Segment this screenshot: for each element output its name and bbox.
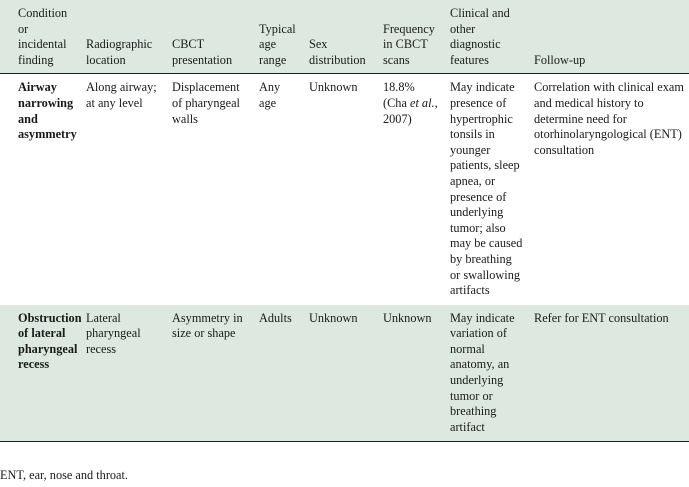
cell-condition: Obstruction of lateral pharyngeal recess xyxy=(0,305,81,442)
cell-location: Along airway; at any level xyxy=(86,80,157,110)
frequency-text-end: , 2007) xyxy=(383,95,438,126)
cell-frequency: Unknown xyxy=(378,305,445,442)
cell-sex: Unknown xyxy=(309,80,358,95)
cell-features: May indicate presence of hypertrophic tonsils in younger patients, sleep apnea, or presence of underlying tumor; also may be caused by breathing or swallowing artifacts xyxy=(450,80,523,298)
frequency-text: 18.8% (Cha xyxy=(383,80,415,110)
header-followup: Follow-up xyxy=(529,0,689,74)
table-footnote: ENT, ear, nose and throat. xyxy=(0,468,129,482)
table-header-row xyxy=(0,0,689,74)
table-row xyxy=(0,305,689,442)
header-age: Typical age range xyxy=(254,0,304,74)
cell-presentation: Displacement of pharyngeal walls xyxy=(172,80,240,126)
frequency-italic: et al. xyxy=(409,95,435,110)
cell-features: May indicate variation of normal anatomy, an underlying tumor or breathing artifact xyxy=(445,305,529,442)
header-condition: Condition or incidental finding xyxy=(0,0,81,74)
header-frequency: Frequency in CBCT scans xyxy=(378,0,445,74)
cell-frequency xyxy=(378,74,445,305)
cell-age: Adults xyxy=(254,305,304,442)
cell-followup: Correlation with clinical exam and medical history to determine need for otorhinolaryngological (ENT) consultation xyxy=(534,80,684,157)
cell-presentation: Asymmetry in size or shape xyxy=(167,305,254,442)
cell-age: Any age xyxy=(259,80,281,110)
cell-condition: Airway narrowing and asymmetry xyxy=(18,80,77,142)
header-presentation: CBCT presentation xyxy=(167,0,254,74)
header-location: Radiographic location xyxy=(81,0,167,74)
header-features: Clinical and other diagnostic features xyxy=(445,0,529,74)
cell-sex: Unknown xyxy=(304,305,378,442)
table-row xyxy=(0,74,689,305)
cell-location: Lateral pharyngeal recess xyxy=(81,305,167,442)
cell-followup: Refer for ENT consultation xyxy=(529,305,689,442)
header-sex: Sex distribution xyxy=(304,0,378,74)
